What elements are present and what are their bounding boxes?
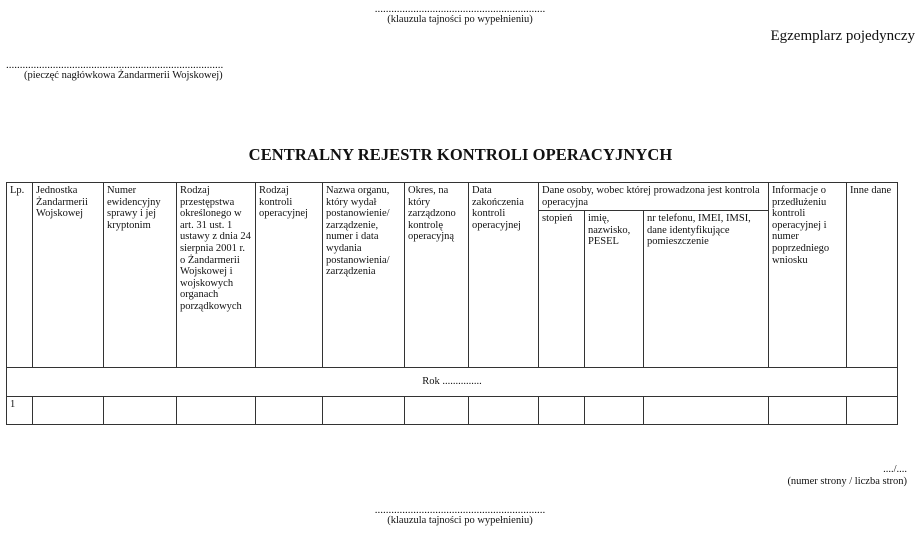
header-unit: Jednostka Żandarmerii Wojskowej xyxy=(33,183,104,368)
header-offence-type: Rodzaj przestępstwa określonego w art. 31 ust. 1 ustawy z dnia 24 sierpnia 2001 r. o Żandarmerii Wojskowej i wojskowych organach porządkowych xyxy=(177,183,256,368)
cell-authority[interactable] xyxy=(323,397,405,425)
classification-fill-line: .............................................................. xyxy=(374,505,546,515)
classification-caption: (klauzula tajności po wypełnieniu) xyxy=(387,14,533,25)
cell-case-number[interactable] xyxy=(104,397,177,425)
header-person-group: Dane osoby, wobec której prowadzona jest kontrola operacyjna xyxy=(539,183,769,211)
cell-rank[interactable] xyxy=(539,397,585,425)
copy-label: Egzemplarz pojedynczy xyxy=(770,28,915,44)
cell-name[interactable] xyxy=(585,397,644,425)
header-period: Okres, na który zarządzono kontrolę operacyjną xyxy=(405,183,469,368)
header-rank: stopień xyxy=(539,211,585,368)
register-table xyxy=(6,182,898,425)
cell-extension[interactable] xyxy=(769,397,847,425)
page-number-caption: (numer strony / liczba stron) xyxy=(787,476,907,487)
header-name: imię, nazwisko, PESEL xyxy=(585,211,644,368)
document-title: CENTRALNY REJESTR KONTROLI OPERACYJNYCH xyxy=(248,145,673,164)
bottom-classification-clause xyxy=(372,505,548,527)
stamp-caption: (pieczęć nagłówkowa Żandarmerii Wojskowej) xyxy=(24,70,223,81)
header-extension: Informacje o przedłużeniu kontroli operacyjnej i numer poprzedniego wniosku xyxy=(769,183,847,368)
top-classification-clause xyxy=(372,4,548,26)
cell-unit[interactable] xyxy=(33,397,104,425)
cell-other[interactable] xyxy=(847,397,898,425)
cell-offence-type[interactable] xyxy=(177,397,256,425)
classification-caption: (klauzula tajności po wypełnieniu) xyxy=(387,515,533,526)
cell-lp: 1 xyxy=(7,397,33,425)
header-row xyxy=(7,183,898,211)
page-number-value: ..../.... xyxy=(883,464,907,475)
header-end-date: Data zakończenia kontroli operacyjnej xyxy=(469,183,539,368)
stamp-fill-line: ............................................................................... xyxy=(6,60,224,70)
page-number-field xyxy=(787,464,907,488)
year-cell[interactable]: Rok ............... xyxy=(7,368,898,397)
header-other: Inne dane xyxy=(847,183,898,368)
classification-fill-line: .............................................................. xyxy=(374,4,546,14)
header-case-number: Numer ewidencyjny sprawy i jej kryptonim xyxy=(104,183,177,368)
cell-end-date[interactable] xyxy=(469,397,539,425)
header-stamp-field xyxy=(6,60,238,82)
header-identifiers: nr telefonu, IMEI, IMSI, dane identyfikujące pomieszczenie xyxy=(644,211,769,368)
header-lp: Lp. xyxy=(7,183,33,368)
header-authority: Nazwa organu, który wydał postanowienie/ zarządzenie, numer i data wydania postanowienia/ zarządzenia xyxy=(323,183,405,368)
year-row xyxy=(7,368,898,397)
header-control-type: Rodzaj kontroli operacyjnej xyxy=(256,183,323,368)
cell-identifiers[interactable] xyxy=(644,397,769,425)
table-row xyxy=(7,397,898,425)
cell-period[interactable] xyxy=(405,397,469,425)
cell-control-type[interactable] xyxy=(256,397,323,425)
